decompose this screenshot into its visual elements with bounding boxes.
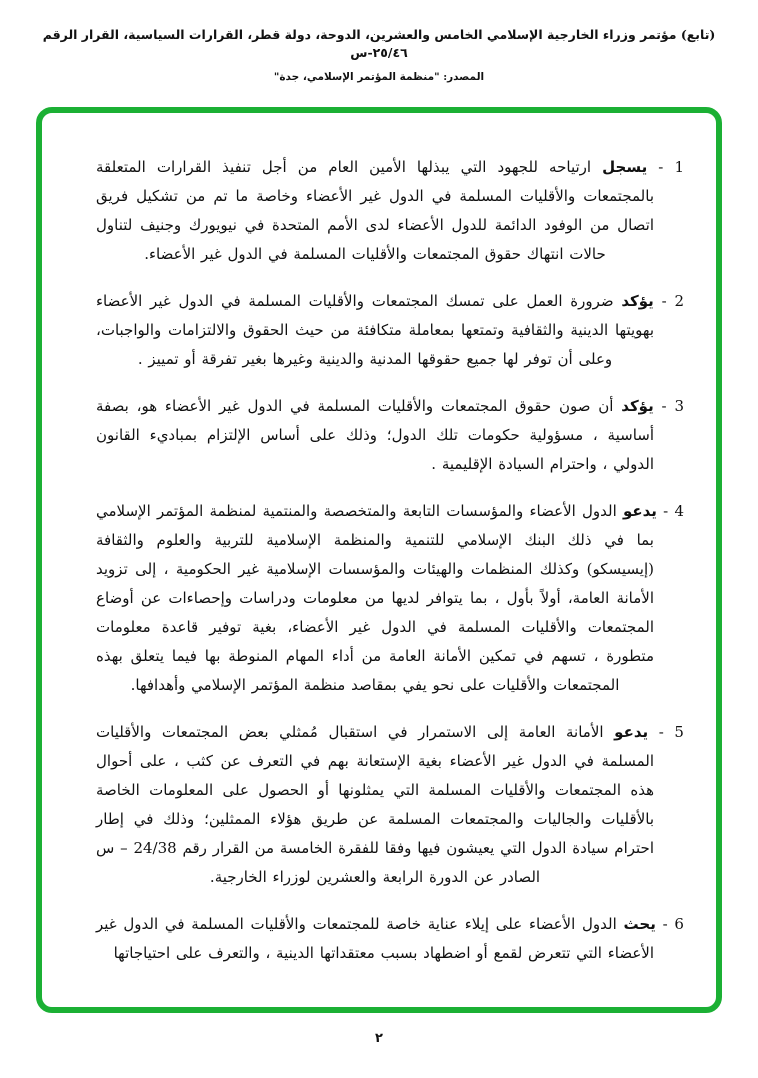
paragraph-lead-word: يدعو [614,723,649,741]
resolution-paragraph-2 [96,287,684,374]
paragraph-lead-word: يؤكد [621,292,654,310]
resolution-paragraph-3 [96,392,684,479]
resolution-paragraph-1 [96,153,684,269]
paragraph-lead-word: يحث [623,915,656,933]
resolution-paragraph-5 [96,718,684,892]
paragraph-text: أن صون حقوق المجتمعات والأقليات المسلمة في الدول غير الأعضاء هو، بصفة أساسية ، مسؤولية حكومات تلك الدول؛ وذلك على أساس الإلتزام بمباديء القانون الدولي ، واحترام السيادة الإقليمية . [96,397,654,473]
resolution-paragraph-6 [96,910,684,968]
paragraph-number: 5 - [658,723,684,741]
page-number: ٢ [375,1031,383,1046]
resolution-paragraph-4 [96,497,684,700]
dash-separator: - [663,502,669,520]
paragraph-lead-word: يسجل [602,158,648,176]
content-border-box [36,107,722,1013]
paragraph-text: الدول الأعضاء والمؤسسات التابعة والمتخصصة والمنتمية لمنظمة المؤتمر الإسلامي بما في ذلك البنك الإسلامي للتنمية والمنظمة الإسلامية للتربية والعلوم والثقافة (إيسيسكو) وكذلك المنظمات والهيئات والمؤسسات الإسلامية غير الحكومية ، إلى تزويد الأمانة العامة، أولاً بأول ، بما يتوافر لديها من معلومات ودراسات وإحصاءات عن أوضاع المجتمعات والأقليات المسلمة في الدول غير الأعضاء، بغية توفير قاعدة معلومات متطورة ، تسهم في تمكين الأمانة العامة من أداء المهام المنوطة بها فيما يتعلق بهذه المجتمعات والأقليات على نحو يفي بمقاصد منظمة المؤتمر الإسلامي وأهدافها. [96,502,654,694]
resolution-paragraphs [42,113,716,1007]
paragraph-number: 2 - [661,292,684,310]
paragraph-number: 1 - [658,158,684,176]
paragraph-number: 3 - [661,397,684,415]
dash-separator: - [662,915,668,933]
dash-separator: - [661,397,667,415]
dash-separator: - [661,292,667,310]
paragraph-number: 6 - [662,915,684,933]
dash-separator: - [658,158,664,176]
paragraph-text: ضرورة العمل على تمسك المجتمعات والأقليات المسلمة في الدول غير الأعضاء بهويتها الدينية والثقافية وتمتعها بمعاملة متكافئة من حيث الحقوق والالتزامات والواجبات، وعلى أن توفر لها جميع حقوقها المدنية والدينية وغيرها بغير تفرقة أو تمييز . [96,292,654,368]
paragraph-lead-word: يؤكد [621,397,654,415]
header-title-line: (تابع) مؤتمر وزراء الخارجية الإسلامي الخامس والعشرين، الدوحة، دولة قطر، القرارات السياسية، القرار الرقم ٢٥/٤٦-س [42,27,716,60]
paragraph-text: ارتياحه للجهود التي يبذلها الأمين العام من أجل تنفيذ القرارات المتعلقة بالمجتمعات والأقليات المسلمة في الدول غير الأعضاء وخاصة ما تم من تشكيل فريق اتصال من الوفود الدائمة للدول الأعضاء لدى الأمم المتحدة في نيويورك وجنيف لتناول حالات انتهاك حقوق المجتمعات والأقليات المسلمة في الدول غير الأعضاء. [96,158,654,263]
header-source-line: المصدر: "منظمة المؤتمر الإسلامي، جدة" [273,71,485,83]
paragraph-text: الدول الأعضاء على إيلاء عناية خاصة للمجتمعات والأقليات المسلمة في الدول غير الأعضاء التي تتعرض لقمع أو اضطهاد بسبب معتقداتها الدينية ، والتعرف على احتياجاتها [96,915,654,962]
document-header [0,26,758,83]
paragraph-number: 4 - [663,502,684,520]
dash-separator: - [658,723,664,741]
paragraph-text: الأمانة العامة إلى الاستمرار في استقبال مُمثلي بعض المجتمعات والأقليات المسلمة في الدول غير الأعضاء بغية الإستعانة بهم في التعرف عن كثب ، على أحوال هذه المجتمعات والأقليات المسلمة التي يمثلونها أو الحصول على المعلومات الخاصة بالأقليات والجاليات والمجتمعات المسلمة عن طريق هؤلاء الممثلين؛ وذلك في إطار احترام سيادة الدول التي يعيشون فيها وفقا للفقرة الخامسة من القرار رقم 24/38 – س الصادر عن الدورة الرابعة والعشرين لوزراء الخارجية. [96,723,654,886]
paragraph-lead-word: يدعو [622,502,657,520]
